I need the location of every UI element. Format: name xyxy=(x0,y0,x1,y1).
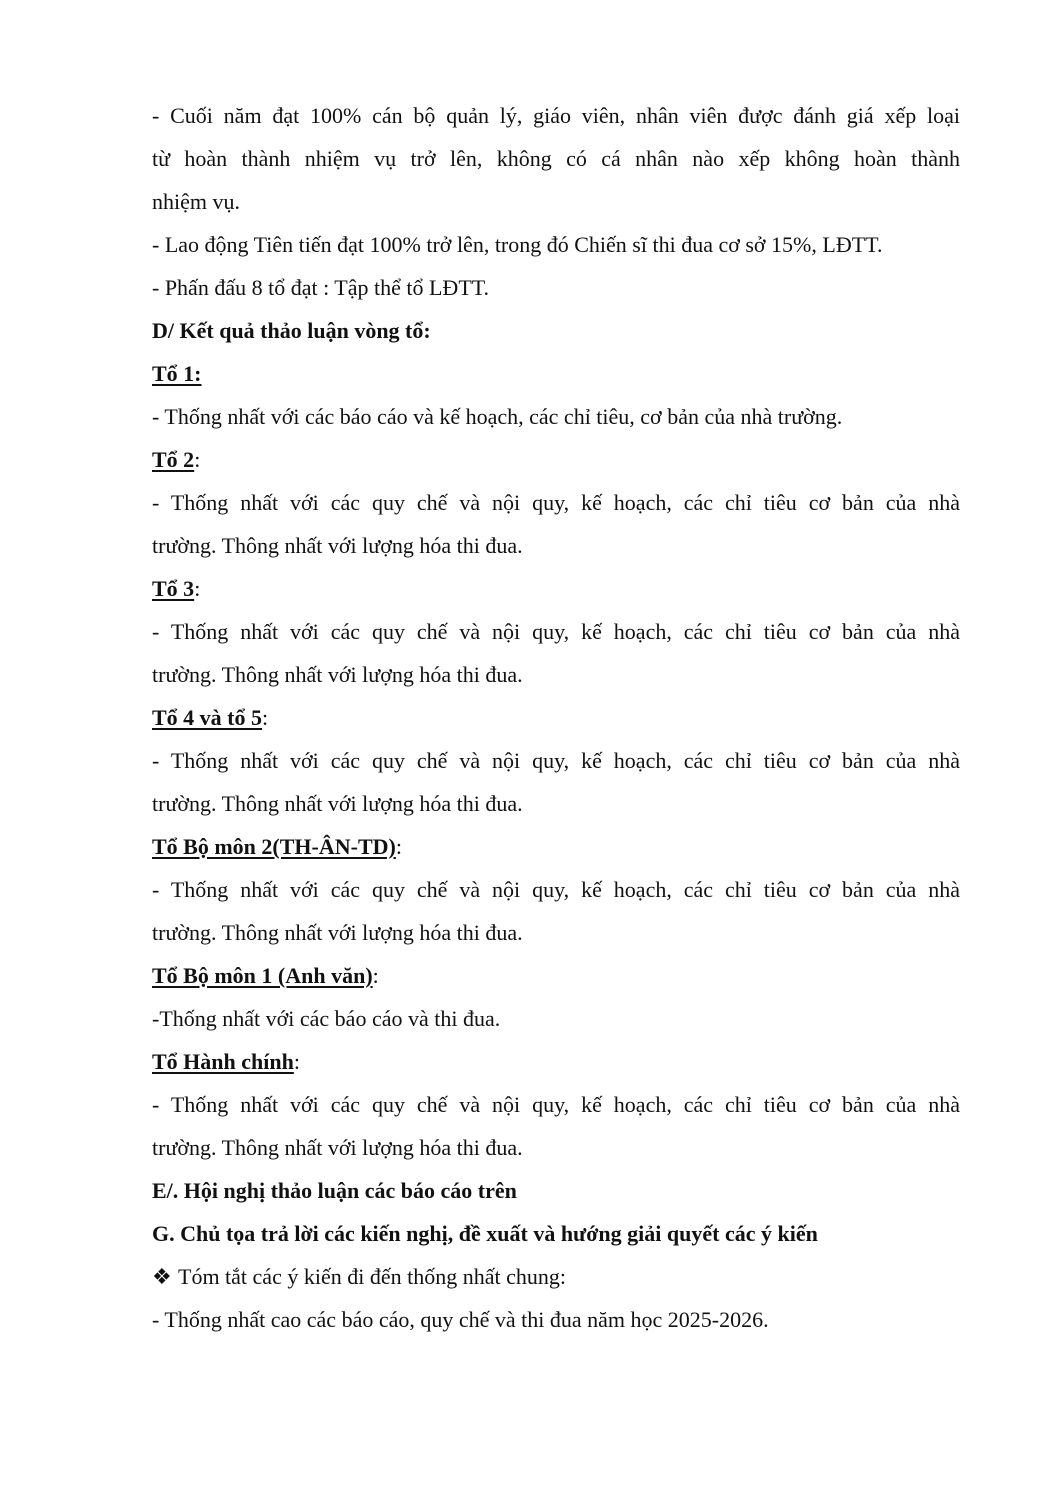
group-1-name: Tổ 1: xyxy=(152,361,202,386)
group-6-title xyxy=(152,954,960,997)
group-1-line-1: - Thống nhất với các báo cáo và kế hoạch, các chỉ tiêu, cơ bản của nhà trường. xyxy=(152,404,843,429)
intro-line-1: - Cuối năm đạt 100% cán bộ quản lý, giáo viên, nhân viên được đánh giá xếp loại xyxy=(152,103,960,128)
group-6-line-1: -Thống nhất với các báo cáo và thi đua. xyxy=(152,1006,501,1031)
group-4-suffix: : xyxy=(262,705,269,730)
intro-line-2: từ hoàn thành nhiệm vụ trở lên, không có cá nhân nào xếp không hoàn thành xyxy=(152,146,960,171)
group-2-line-2: trường. Thông nhất với lượng hóa thi đua. xyxy=(152,533,523,558)
group-4-line-2: trường. Thông nhất với lượng hóa thi đua. xyxy=(152,791,523,816)
group-7-line-1: - Thống nhất với các quy chế và nội quy, kế hoạch, các chỉ tiêu cơ bản của nhà xyxy=(152,1092,960,1117)
group-5-line-2: trường. Thông nhất với lượng hóa thi đua. xyxy=(152,920,523,945)
group-2-line-1: - Thống nhất với các quy chế và nội quy, kế hoạch, các chỉ tiêu cơ bản của nhà xyxy=(152,490,960,515)
diamond-bullet-icon: ❖ xyxy=(152,1264,172,1289)
group-7-title xyxy=(152,1040,960,1083)
group-3-line-1: - Thống nhất với các quy chế và nội quy, kế hoạch, các chỉ tiêu cơ bản của nhà xyxy=(152,619,960,644)
group-7-line-2: trường. Thông nhất với lượng hóa thi đua. xyxy=(152,1135,523,1160)
summary-bullet xyxy=(152,1255,960,1298)
group-5-name: Tổ Bộ môn 2(TH-ÂN-TD) xyxy=(152,834,396,859)
group-3-line-2: trường. Thông nhất với lượng hóa thi đua. xyxy=(152,662,523,687)
group-6-suffix: : xyxy=(372,963,379,988)
summary-bullet-text: Tóm tắt các ý kiến đi đến thống nhất chung: xyxy=(178,1264,566,1289)
intro-line-4: - Lao động Tiên tiến đạt 100% trở lên, trong đó Chiến sĩ thi đua cơ sở 15%, LĐTT. xyxy=(152,232,883,257)
group-3-title xyxy=(152,567,960,610)
group-5-line-1: - Thống nhất với các quy chế và nội quy, kế hoạch, các chỉ tiêu cơ bản của nhà xyxy=(152,877,960,902)
group-6-name: Tổ Bộ môn 1 (Anh văn) xyxy=(152,963,373,988)
section-g-heading: G. Chủ tọa trả lời các kiến nghị, đề xuất và hướng giải quyết các ý kiến xyxy=(152,1221,818,1246)
intro-line-3: nhiệm vụ. xyxy=(152,189,240,214)
document-page xyxy=(152,94,960,1341)
section-d-heading: D/ Kết quả thảo luận vòng tổ: xyxy=(152,318,431,343)
group-5-suffix: : xyxy=(395,834,402,859)
group-3-suffix: : xyxy=(194,576,201,601)
group-2-suffix: : xyxy=(194,447,201,472)
conclusion-line: - Thống nhất cao các báo cáo, quy chế và thi đua năm học 2025-2026. xyxy=(152,1307,769,1332)
group-2-title xyxy=(152,438,960,481)
group-1-title xyxy=(152,352,960,395)
group-2-name: Tổ 2 xyxy=(152,447,195,472)
group-7-name: Tổ Hành chính xyxy=(152,1049,294,1074)
section-e-heading: E/. Hội nghị thảo luận các báo cáo trên xyxy=(152,1178,517,1203)
intro-line-5: - Phấn đấu 8 tổ đạt : Tập thể tổ LĐTT. xyxy=(152,275,490,300)
group-5-title xyxy=(152,825,960,868)
group-7-suffix: : xyxy=(293,1049,300,1074)
group-4-title xyxy=(152,696,960,739)
group-3-name: Tổ 3 xyxy=(152,576,195,601)
group-4-name: Tổ 4 và tổ 5 xyxy=(152,705,262,730)
group-4-line-1: - Thống nhất với các quy chế và nội quy, kế hoạch, các chỉ tiêu cơ bản của nhà xyxy=(152,748,960,773)
